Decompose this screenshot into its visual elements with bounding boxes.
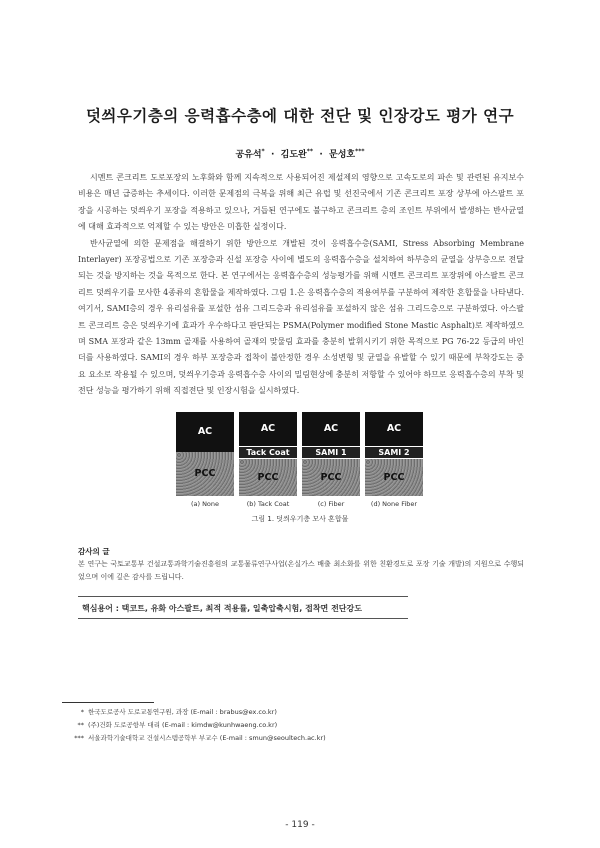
paragraph: 반사균열에 의한 문제점을 해결하기 위한 방안으로 개발된 것이 응력흡수층(SAMI, Stress Absorbing Membrane Interlayer) 포장공법으로 기존 포장층과 신설 포장층 사이에 별도의 응력흡수층을 설치하여 하부층의 균열을 상부층으로 전달되는 것을 방지하는 것을 목적으로 한다. 본 연구에서는 응력흡수층의 성능평가를 위해 시멘트 콘크리트 포장위에 아스팔트 콘크리트 덧씌우기를 모사한 4종류의 혼합물을 제작하였다. 그림 1.은 응력흡수층의 적용여부를 구분하여 제작한 혼합물을 나타낸다. 여기서, SAMI층의 경우 유리섬유를 포설한 섬유 그리드층과 유리섬유를 포설하지 않은 섬유 그리드층으로 구분하였다. 아스팔트 콘크리트 층은 덧씌우기에 효과가 우수하다고 판단되는 PSMA(Polymer modified Stone Mastic Asphalt)로 제작하였으며 SMA 포장과 같은 13mm 골재를 사용하여 골재의 맞물림 효과를 충분히 발휘시키기 위한 목적으로 PG 76-22 등급의 바인더를 사용하였다. SAMI의 경우 하부 포장층과 접착이 불안정한 경우 소성변형 및 균열을 유발할 수 있기 때문에 부착강도는 중요 요소로 작용될 수 있으며, 덧씌우기층과 응력흡수층 사이의 밀림현상에 충분히 저항할 수 있어야 하므로 응력흡수층의 부착 및 전단 성능을 평가하기 위해 직접전단 및 인장시험을 실시하였다. bbox=[78, 238, 524, 396]
keywords: 핵심용어 : 택코트, 유화 아스팔트, 최적 적용률, 일축압축시험, 접착면 전단강도 bbox=[82, 604, 362, 613]
layer-middle: Tack Coat bbox=[239, 446, 297, 459]
layer-middle: SAMI 2 bbox=[365, 446, 423, 459]
figure-panel-none bbox=[176, 412, 234, 496]
layer-ac: AC bbox=[176, 412, 234, 452]
author-separator: · bbox=[319, 150, 323, 160]
footnote bbox=[62, 732, 326, 745]
footnote-mark: *** bbox=[74, 734, 84, 742]
layer-ac: AC bbox=[302, 412, 360, 446]
figure-panel-tack-coat bbox=[239, 412, 297, 496]
author-name: 공유석 bbox=[235, 150, 262, 160]
layer-pcc: PCC bbox=[176, 452, 234, 496]
layer-ac: AC bbox=[365, 412, 423, 446]
footnote-text: (주)건화 도로공항부 대리 (E-mail : kimdw@kunhwaeng.co.kr) bbox=[88, 721, 278, 729]
figure-caption: 그림 1. 덧씌우기층 모사 혼합물 bbox=[251, 515, 349, 523]
author-line bbox=[0, 147, 600, 160]
layer-ac: AC bbox=[239, 412, 297, 446]
footnote bbox=[62, 706, 326, 719]
author-mark: *** bbox=[355, 148, 365, 155]
layer-middle: SAMI 1 bbox=[302, 446, 360, 459]
panel-caption: (a) None bbox=[190, 500, 220, 508]
figure-panel-fiber bbox=[302, 412, 360, 496]
paragraph: 시멘트 콘크리트 도로포장의 노후화와 함께 지속적으로 사용되어진 제설제의 영향으로 고속도로의 파손 및 관련된 유지보수 비용은 매년 급증하는 추세이다. 이러한 문제점의 극복을 위해 최근 유럽 및 선진국에서 기존 콘크리트 포장 상부에 아스팔트 포장을 시공하는 덧씌우기 포장을 적용하고 있으나, 거듭된 연구에도 불구하고 콘크리트 층의 조인트 부위에서 발생하는 반사균열에 대해 효과적으로 억제할 수 있는 방안은 미흡한 실정이다. bbox=[78, 173, 524, 232]
paper-title: 덧씌우기층의 응력흡수층에 대한 전단 및 인장강도 평가 연구 bbox=[85, 107, 515, 125]
layer-pcc: PCC bbox=[365, 459, 423, 496]
body-text bbox=[78, 170, 524, 400]
panel-caption: (d) None Fiber bbox=[370, 500, 418, 508]
layer-pcc: PCC bbox=[302, 459, 360, 496]
author-name: 김도완 bbox=[280, 150, 307, 160]
page-number: - 119 - bbox=[285, 820, 315, 830]
footnote-text: 서울과학기술대학교 건설시스템공학부 부교수 (E-mail : smun@seoultech.ac.kr) bbox=[88, 734, 326, 742]
author-mark: * bbox=[261, 148, 265, 155]
keywords-rule-top bbox=[78, 596, 408, 597]
footnotes bbox=[62, 706, 326, 745]
footnote-text: 한국도로공사 도로교통연구원, 과장 (E-mail : brabus@ex.co.kr) bbox=[88, 708, 277, 716]
keywords-rule-bottom bbox=[78, 618, 408, 619]
acknowledgment-body: 본 연구는 국토교통부 건설교통과학기술진흥원의 교통물류연구사업(온실가스 배출 최소화를 위한 친환경도로 포장 기술 개발)의 지원으로 수행되었으며 이에 깊은 감사를 드립니다. bbox=[78, 560, 524, 581]
footnote-rule bbox=[62, 702, 154, 703]
layer-pcc: PCC bbox=[239, 459, 297, 496]
author-mark: ** bbox=[306, 148, 314, 155]
author-separator: · bbox=[270, 150, 275, 160]
footnote-mark: * bbox=[80, 708, 84, 716]
footnote-mark: ** bbox=[77, 721, 84, 729]
figure-panel-none-fiber bbox=[365, 412, 423, 496]
panel-caption: (c) Fiber bbox=[317, 500, 345, 508]
footnote bbox=[62, 719, 326, 732]
author-name: 문성호 bbox=[329, 150, 356, 160]
acknowledgment-title: 감사의 글 bbox=[78, 547, 110, 556]
panel-caption: (b) Tack Coat bbox=[246, 500, 290, 508]
